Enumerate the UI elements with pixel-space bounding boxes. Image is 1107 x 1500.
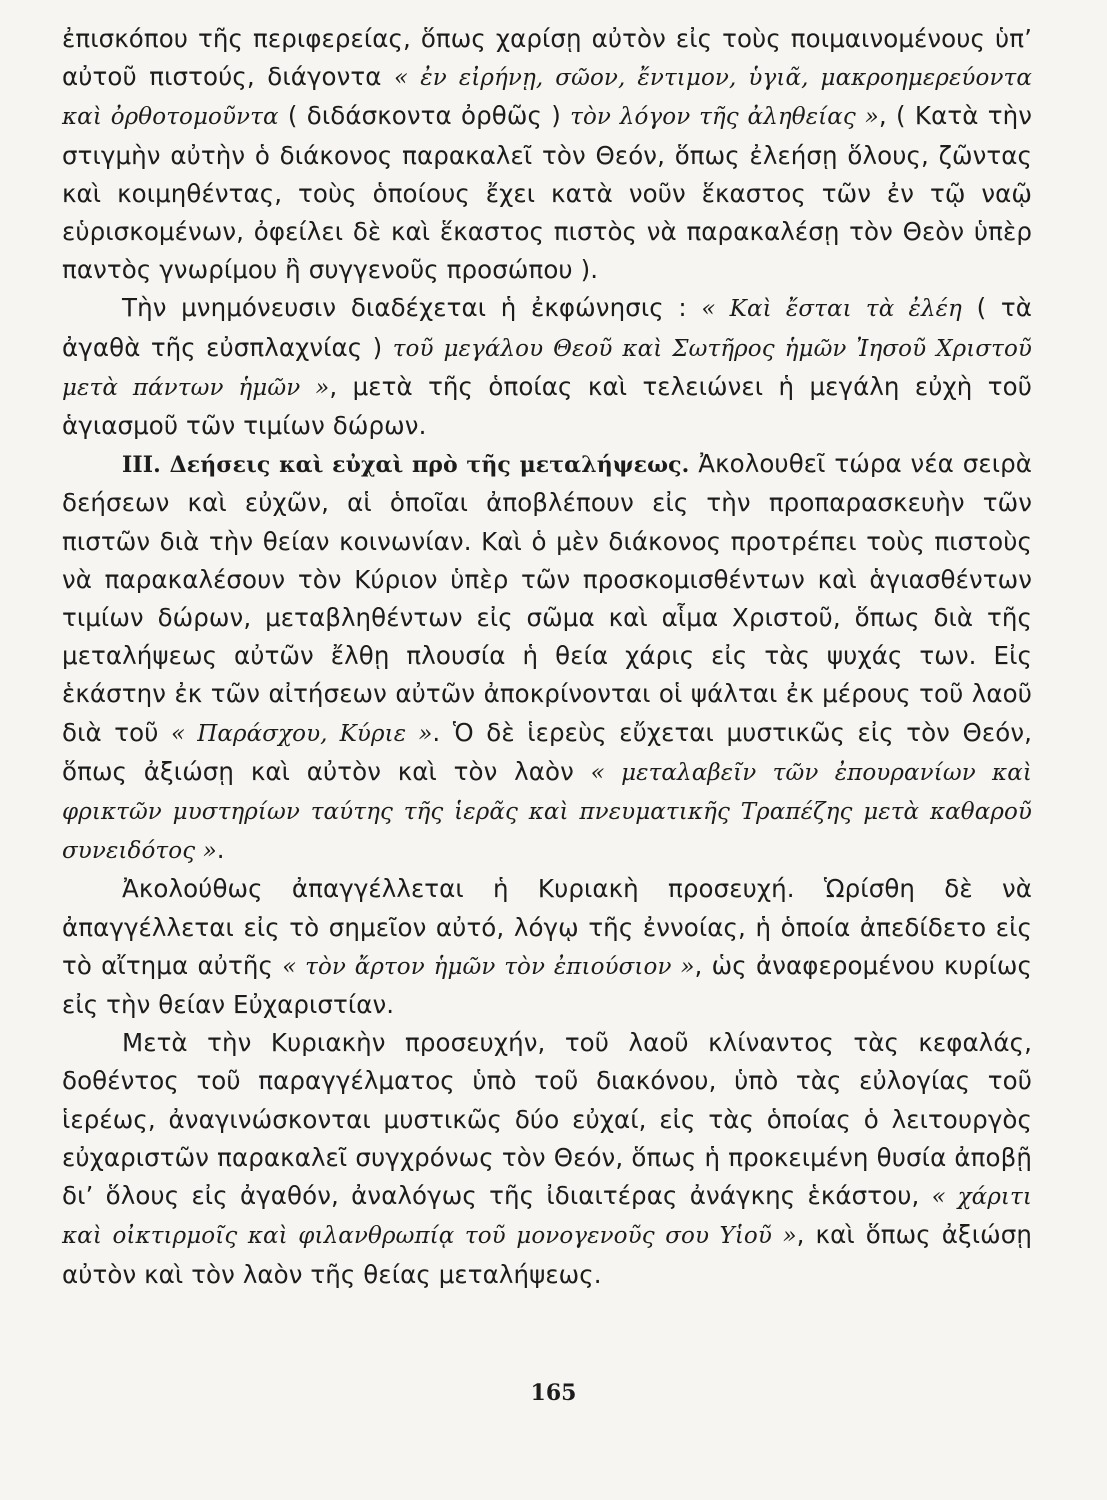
text-run: , καὶ ὅπως ἀξιώσῃ αὐτὸν καὶ τὸν λαὸν τῆς θείας μεταλήψεως. [62,1220,1032,1289]
text-run: Μετὰ τὴν Κυριακὴν προσευχήν, τοῦ λαοῦ κλίναντος τὰς κεφαλάς, δοθέντος τοῦ παραγγέλματος ὑπὸ τοῦ διακόνου, ὑπὸ τὰς εὐλογίας τοῦ ἱερέως, ἀναγινώσκονται μυστικῶς δύο εὐχαί, εἰς τὰς ὁποίας ὁ λειτουργὸς εὐχαριστῶν παρακαλεῖ συγχρόνως τὸν Θεόν, ὅπως ἡ προκειμένη θυσία ἀποβῇ δι’ ὅλους εἰς ἀγαθόν, ἀναλόγως τῆς ἰδιαιτέρας ἀνάγκης ἑκάστου, [62,1028,1032,1211]
quote-run: τὸν λόγον τῆς ἀληθείας » [570,104,879,131]
text-run: , μετὰ τῆς ὁποίας καὶ τελειώνει ἡ μεγάλη εὐχὴ τοῦ ἁγιασμοῦ τῶν τιμίων δώρων. [62,371,1032,441]
section-heading: III. Δεήσεις καὶ εὐχαὶ πρὸ τῆς μεταλήψεως. [122,452,690,479]
quote-run: « χάριτι καὶ οἰκτιρμοῖς καὶ φιλανθρωπίᾳ τοῦ μονογενοῦς σου Υἱοῦ » [62,1184,1032,1250]
paragraph-3 [62,445,1032,870]
page-body-text [62,20,1032,1294]
quote-run: « ἐν εἰρήνῃ, σῶον, ἔντιμον, ὑγιᾶ, μακροημερεύοντα καὶ ὀρθοτομοῦντα [62,65,1032,131]
text-run: Ἀκολουθεῖ τώρα νέα σειρὰ δεήσεων καὶ εὐχῶν, αἱ ὁποῖαι ἀποβλέπουν εἰς τὴν προπαρασκευὴν τῶν πιστῶν διὰ τὴν θείαν κοινωνίαν. Καὶ ὁ μὲν διάκονος προτρέπει τοὺς πιστοὺς νὰ παρακαλέσουν τὸν Κύριον ὑπὲρ τῶν προσκομισθέντων καὶ ἁγιασθέντων τιμίων δώρων, μεταβληθέντων εἰς σῶμα καὶ αἷμα Χριστοῦ, ὅπως διὰ τῆς μεταλήψεως αὐτῶν ἔλθῃ πλουσία ἡ θεία χάρις εἰς τὰς ψυχάς των. Εἰς ἑκάστην ἐκ τῶν αἰτήσεων αὐτῶν ἀποκρίνονται οἱ ψάλται ἐκ μέρους τοῦ λαοῦ διὰ τοῦ [62,449,1033,747]
paragraph-4 [62,870,1032,1024]
text-run: , ( Κατὰ τὴν στιγμὴν αὐτὴν ὁ διάκονος παρακαλεῖ τὸν Θεόν, ὅπως ἐλεήσῃ ὅλους, ζῶντας καὶ κοιμηθέντας, τοὺς ὁποίους ἔχει κατὰ νοῦν ἕκαστος τῶν ἐν τῷ ναῷ εὑρισκομένων, ὀφείλει δὲ καὶ ἕκαστος πιστὸς νὰ παρακαλέσῃ τὸν Θεὸν ὑπὲρ παντὸς γνωρίμου ἢ συγγενοῦς προσώπου ). [62,101,1032,285]
paragraph-2 [62,289,1032,445]
page-number: 165 [530,1380,577,1406]
text-run: . Ὁ δὲ ἱερεὺς εὔχεται μυστικῶς εἰς τὸν Θεόν, ὅπως ἀξιώσῃ καὶ αὐτὸν καὶ τὸν λαὸν [62,717,1032,786]
text-run: ( τὰ ἀγαθὰ τῆς εὐσπλαχνίας ) [62,293,1032,362]
text-run: ( διδάσκοντα ὀρθῶς ) [278,101,571,131]
quote-run: « τὸν ἄρτον ἡμῶν τὸν ἐπιούσιον » [282,953,695,980]
text-run: , ὡς ἀναφερομένου κυρίως εἰς τὴν θείαν Εὐχαριστίαν. [62,950,1032,1020]
quote-run: τοῦ μεγάλου Θεοῦ καὶ Σωτῆρος ἡμῶν Ἰησοῦ Χριστοῦ μετὰ πάντων ἡμῶν » [62,335,1032,401]
text-run: Ἀκολούθως ἀπαγγέλλεται ἡ Κυριακὴ προσευχή. Ὡρίσθη δὲ νὰ ἀπαγγέλλεται εἰς τὸ σημεῖον αὐτό, λόγῳ τῆς ἐννοίας, ἡ ὁποία ἀπεδίδετο εἰς τὸ αἴτημα αὐτῆς [62,874,1032,980]
text-run: Τὴν μνημόνευσιν διαδέχεται ἡ ἐκφώνησις : [122,293,702,323]
quote-run: « Καὶ ἔσται τὰ ἐλέη [701,296,962,323]
text-run: ἐπισκόπου τῆς περιφερείας, ὅπως χαρίσῃ αὐτὸν εἰς τοὺς ποιμαινομένους ὑπ’ αὐτοῦ πιστούς, διάγοντα [62,24,1032,92]
paragraph-5 [62,1024,1032,1293]
text-run: . [216,835,225,865]
quote-run: « Παράσχου, Κύριε » [171,720,433,747]
paragraph-1 [62,20,1032,289]
quote-run: « μεταλαβεῖν τῶν ἐπουρανίων καὶ φρικτῶν μυστηρίων ταύτης τῆς ἱερᾶς καὶ πνευματικῆς Τραπέζης μετὰ καθαροῦ συνειδότος » [62,759,1032,865]
